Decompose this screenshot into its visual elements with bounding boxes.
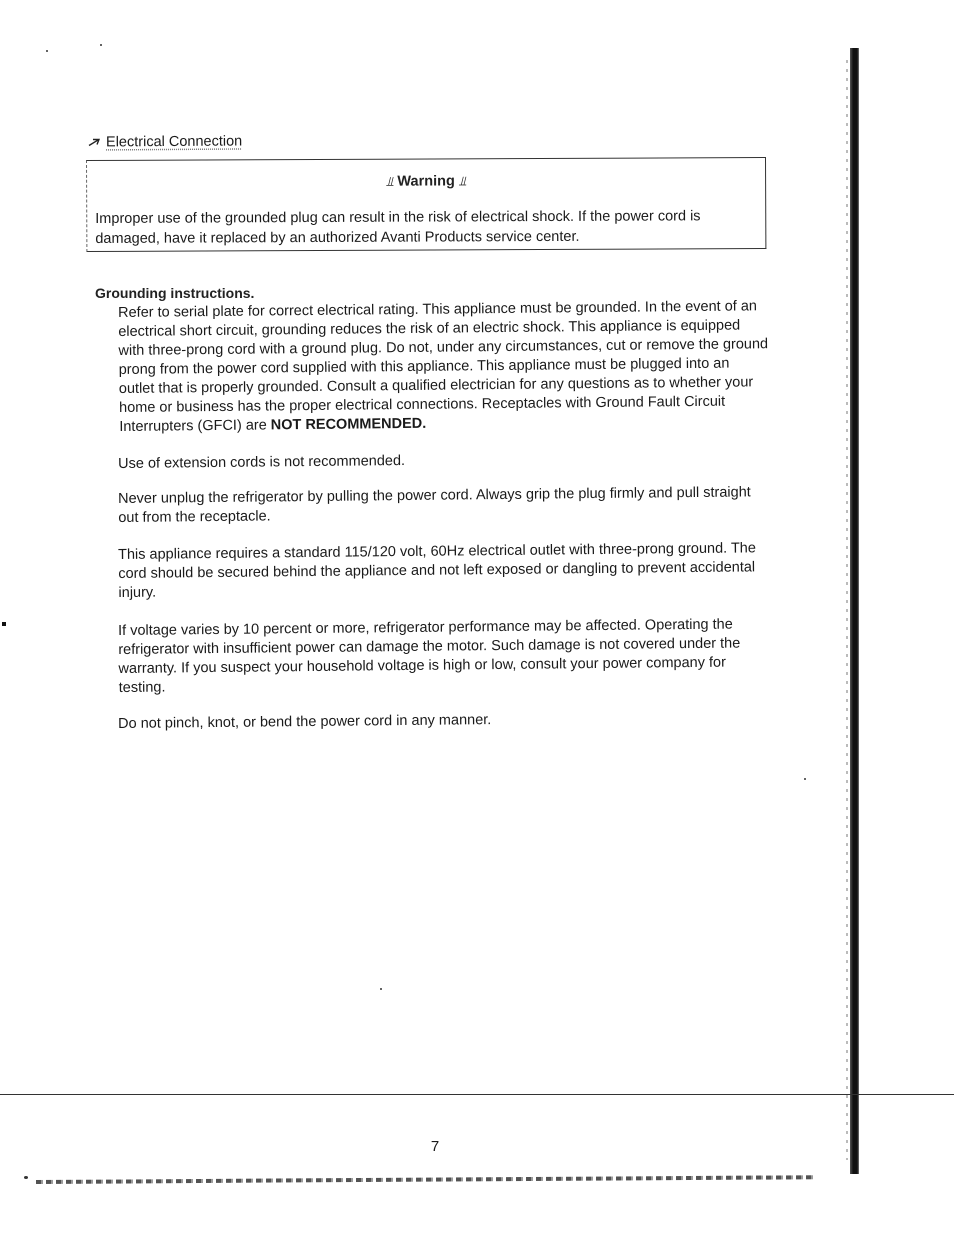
scan-speck: [2, 622, 6, 626]
grounding-intro-paragraph: [118, 297, 769, 437]
scan-speck: [100, 44, 102, 46]
warning-box: [86, 157, 766, 252]
scan-edge-faint: [846, 60, 848, 1160]
page-number: 7: [430, 1138, 440, 1155]
scan-speck: [380, 988, 382, 990]
unplug-paragraph: Never unplug the refrigerator by pulling the power cord. Always grip the plug firmly and pull straight out from the receptacle.: [118, 484, 751, 526]
outlet-requirement-paragraph: This appliance requires a standard 115/120 volt, 60Hz electrical outlet with three-prong ground. The cord should be secured behind the appliance and not left exposed or dangling to prevent accidental injury.: [118, 540, 756, 601]
section-title: Electrical Connection: [105, 133, 243, 151]
lightning-bolt-icon: ⫫: [386, 173, 394, 189]
scan-smudge: [36, 1175, 816, 1184]
footer-divider: [0, 1094, 954, 1095]
scan-speck: [46, 50, 48, 52]
lightning-bolt-icon: ⫫: [458, 173, 467, 189]
not-recommended-emphasis: NOT RECOMMENDED.: [270, 415, 427, 434]
grounding-heading: Grounding instructions.: [95, 285, 255, 301]
voltage-paragraph: If voltage varies by 10 percent or more, refrigerator performance may be affected. Operating the refrigerator with insufficient power can damage the motor. Such damage is not covered under the warranty. If you suspect your household voltage is high or low, consult your power company for testing.: [118, 616, 741, 696]
scan-speck: [24, 1176, 28, 1179]
warning-body: Improper use of the grounded plug can result in the risk of electrical shock. If the power cord is damaged, have it replaced by an authorized Avanti Products service center.: [95, 208, 701, 247]
extension-cords-paragraph: Use of extension cords is not recommended.: [118, 452, 406, 472]
scan-speck: [804, 778, 806, 780]
grounding-intro-text: Refer to serial plate for correct electrical rating. This appliance must be grounded. In the event of an electrical short circuit, grounding reduces the risk of an electric shock. This appliance is equipped with three-prong cord with a ground plug. Do not, under any circumstances, cut or remove the ground prong from the power cord supplied with this appliance. This appliance must be plugged into an outlet that is properly grounded. Consult a qualified electrician for any questions as to whether your home or business has the proper electrical connections. Receptacles with Ground Fault Circuit Interrupters (GFCI) are: [118, 298, 769, 435]
cord-care-paragraph: Do not pinch, knot, or bend the power cord in any manner.: [118, 712, 492, 732]
warning-title: Warning: [397, 173, 455, 190]
section-heading: [88, 133, 242, 150]
warning-title-row: [87, 172, 765, 191]
arrow-bullet-icon: [88, 137, 100, 147]
scan-edge-shadow: [850, 48, 859, 1174]
